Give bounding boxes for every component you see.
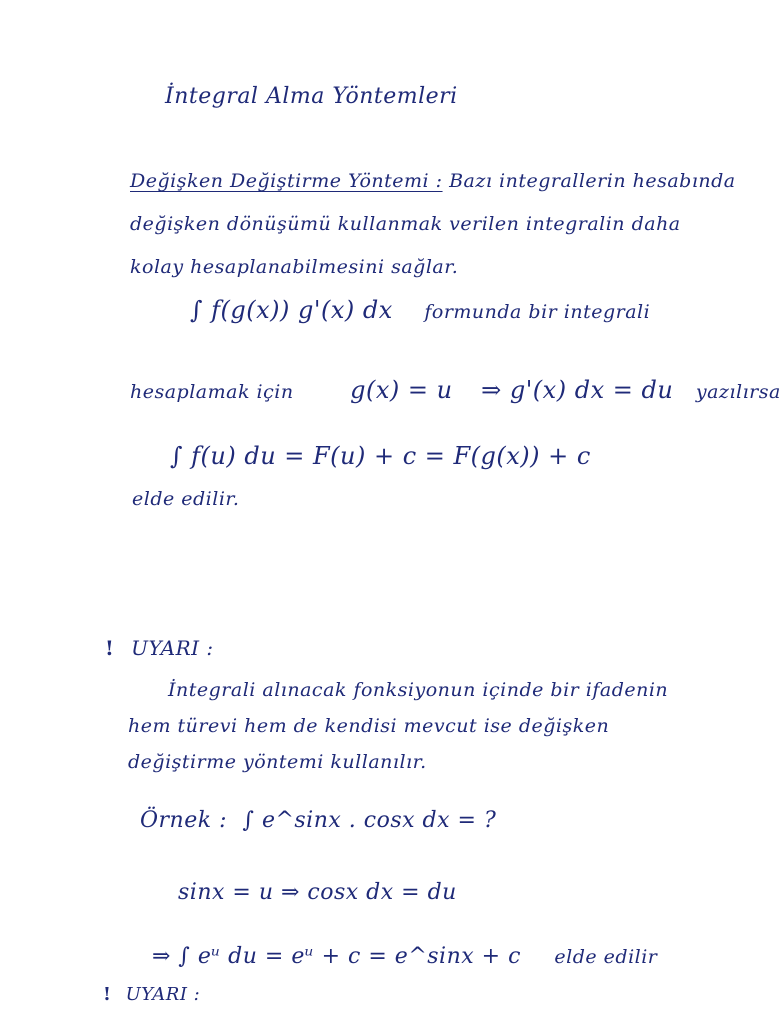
warning-line-3: değiştirme yöntemi kullanılır. [128, 751, 427, 773]
formula-2: ∫ f(u) du = F(u) + c = F(g(x)) + c [170, 442, 591, 470]
example-result-tail: elde edilir [554, 946, 658, 968]
warning-line-1: İntegrali alınacak fonksiyonun içinde bir ifadenin [168, 679, 669, 701]
formula-1: ∫ f(g(x)) g'(x) dx [190, 296, 393, 324]
substitution: g(x) = u [350, 376, 453, 404]
warning-2-heading [103, 984, 200, 1005]
description-line-1-rest: Bazı integrallerin hesabında [449, 170, 736, 192]
example-label: Örnek : [140, 808, 227, 833]
warning-body [128, 672, 668, 780]
substitution-row [130, 376, 781, 404]
calc-label: hesaplamak için [130, 381, 294, 403]
warning-2-icon: ! [103, 984, 112, 1005]
example-expression: ∫ e^sinx . cosx dx = ? [242, 808, 497, 833]
page-title: İntegral Alma Yöntemleri [165, 84, 458, 109]
warning-label: UYARI : [131, 636, 214, 660]
description-line-3: kolay hesaplanabilmesini sağlar. [130, 256, 459, 278]
result-text: elde edilir. [132, 488, 240, 510]
warning-heading [105, 636, 214, 660]
description-line-2: değişken dönüşümü kullanmak verilen integralin daha [130, 213, 681, 235]
method-description [130, 160, 736, 289]
example-substitution: sinx = u ⇒ cosx dx = du [178, 880, 457, 905]
example-row [140, 808, 496, 833]
formula-1-row [190, 296, 650, 324]
warning-line-2: hem türevi hem de kendisi mevcut ise değişken [128, 715, 610, 737]
warning-icon: ! [105, 636, 115, 660]
warning-2-label: UYARI : [125, 984, 201, 1005]
example-result-row [152, 944, 657, 969]
substitution-result: ⇒ g'(x) dx = du [481, 376, 674, 404]
example-result: ⇒ ∫ eᵘ du = eᵘ + c = e^sinx + c [152, 944, 521, 969]
method-heading: Değişken Değiştirme Yöntemi : [130, 170, 443, 192]
formula-1-text: formunda bir integrali [424, 301, 651, 323]
substitution-tail: yazılırsa [695, 381, 781, 403]
description-line-1 [130, 160, 736, 203]
